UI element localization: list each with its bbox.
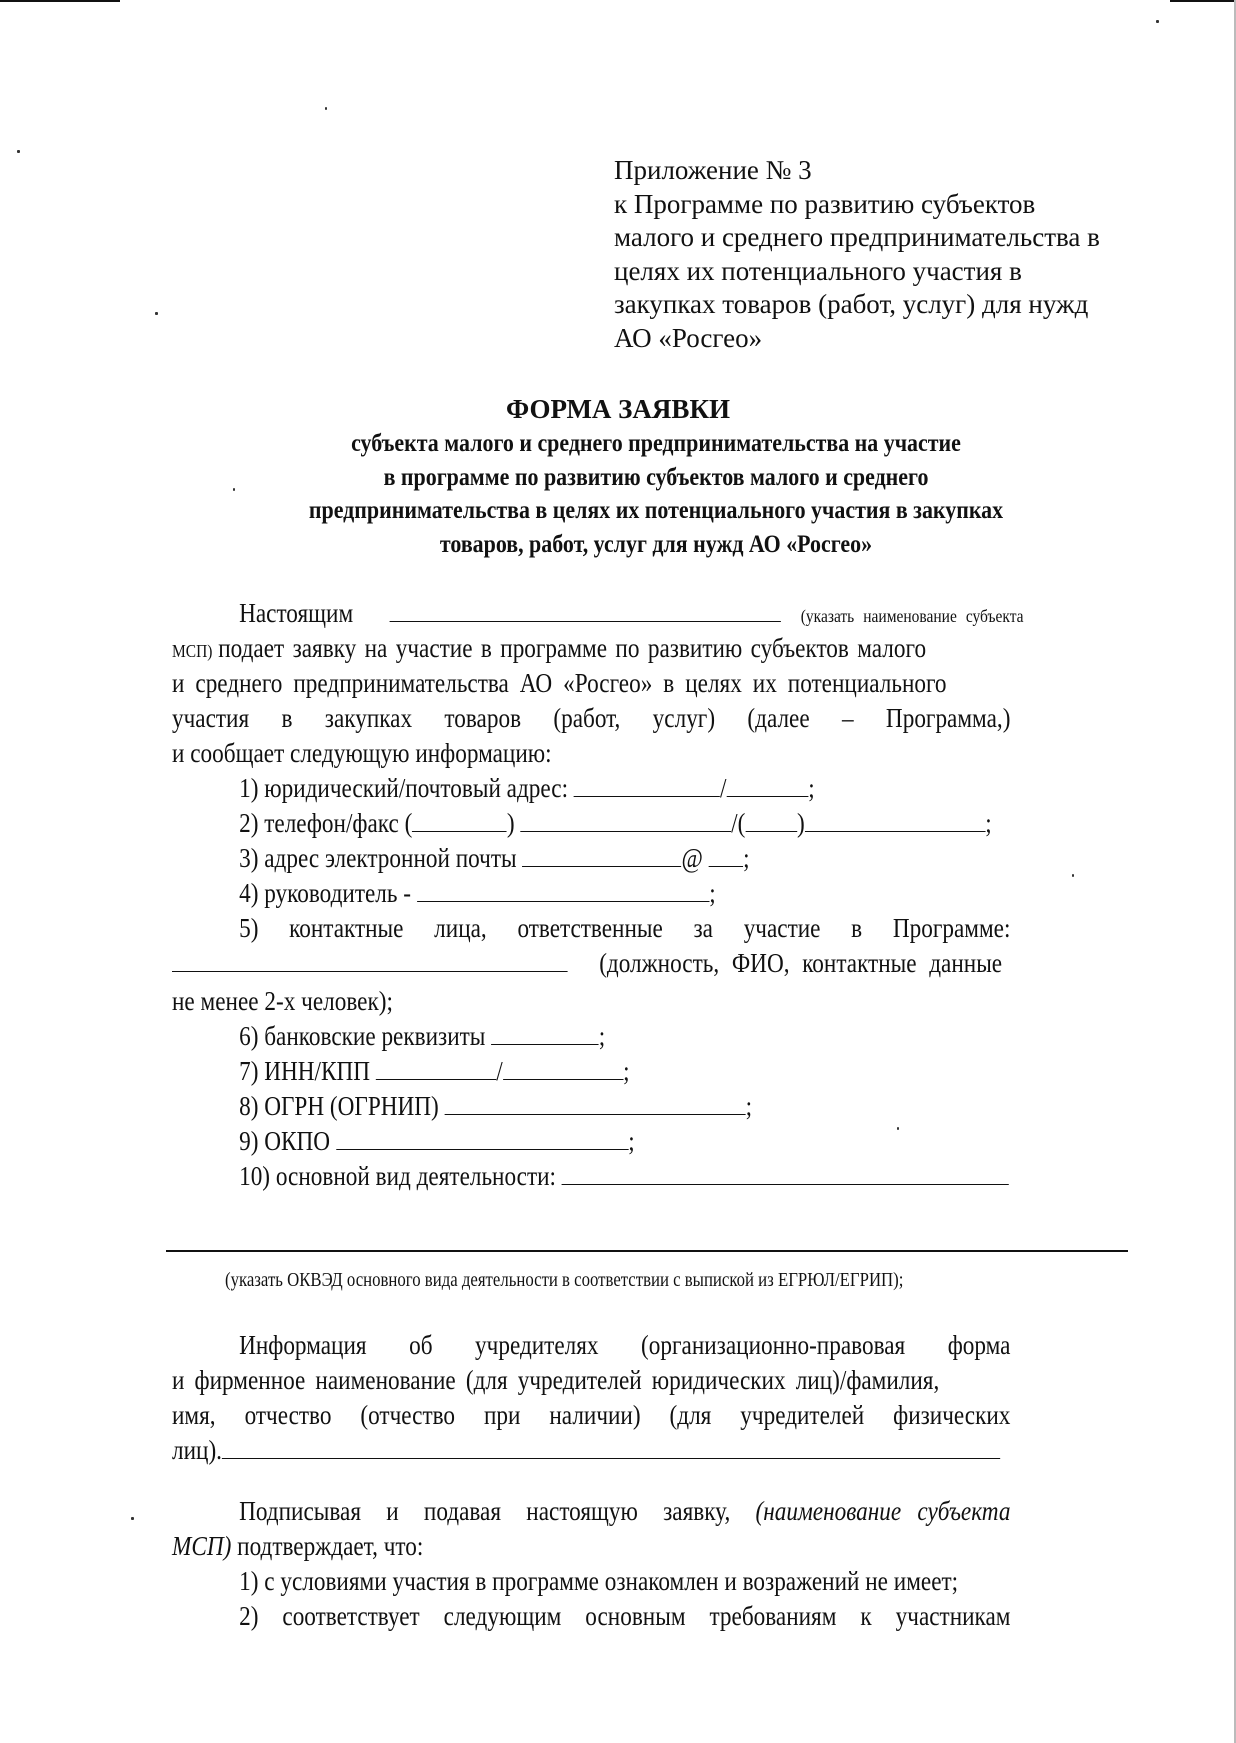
- separator: ;: [628, 1126, 635, 1156]
- confirm-line-2: [172, 1529, 1011, 1564]
- director-input[interactable]: [417, 877, 709, 902]
- word: подавая: [423, 1496, 502, 1526]
- field-label: юридический/почтовый адрес:: [264, 773, 569, 803]
- field-email: [172, 841, 1011, 876]
- item-number: 1): [239, 1566, 259, 1596]
- scan-speck: [155, 312, 158, 315]
- word: форма: [947, 1330, 1011, 1360]
- subject-name-placeholder: (наименование субъекта: [755, 1496, 1011, 1526]
- separator: ;: [985, 808, 992, 838]
- word: наличии): [549, 1400, 641, 1430]
- appendix-line: АО «Росгео»: [614, 322, 763, 353]
- separator: ;: [808, 773, 815, 803]
- scan-speck: [233, 488, 235, 491]
- field-inn-kpp: [172, 1054, 1011, 1089]
- subject-name-hint: (указать наименование субъекта: [800, 606, 1024, 626]
- subtitle-line: предпринимательства в целях их потенциального участия в закупках: [308, 495, 1004, 524]
- intro-text: и сообщает следующую информацию:: [172, 738, 552, 768]
- word: основным: [585, 1601, 686, 1631]
- at-sign: @: [681, 843, 703, 873]
- email-user-input[interactable]: [522, 842, 681, 867]
- fax-code-input[interactable]: [745, 807, 797, 832]
- form-title: ФОРМА ЗАЯВКИ: [505, 394, 731, 424]
- word: –: [841, 703, 854, 733]
- word: имя,: [172, 1400, 216, 1430]
- field-number: 7): [239, 1056, 259, 1086]
- field-director: [172, 876, 1011, 911]
- scan-speck: [17, 150, 20, 153]
- separator: ;: [743, 843, 750, 873]
- word: (для: [669, 1400, 712, 1430]
- appendix-line: закупках товаров (работ, услуг) для нужд: [614, 289, 1089, 319]
- scan-speck: [897, 1127, 899, 1130]
- word: в: [851, 913, 863, 943]
- word: (далее: [747, 703, 810, 733]
- okved-note: (указать ОКВЭД основного вида деятельности в соответствии с выпиской из ЕГРЮЛ/ЕГРИП);: [225, 1270, 904, 1291]
- field-phone-fax: [172, 806, 1011, 841]
- word: заявку,: [663, 1496, 731, 1526]
- postal-address-input[interactable]: [727, 772, 809, 797]
- separator: /: [720, 773, 727, 803]
- scan-edge: [0, 0, 120, 2]
- subject-name-placeholder-cont: МСП): [172, 1531, 232, 1561]
- word: лица,: [434, 913, 487, 943]
- word: учредителях: [475, 1330, 599, 1360]
- item-text: с условиями участия в программе ознакомлен и возражений не имеет;: [264, 1566, 959, 1596]
- legal-address-input[interactable]: [574, 772, 720, 797]
- word: Программе:: [892, 913, 1011, 943]
- word: участия: [172, 703, 250, 733]
- word: Подписывая: [239, 1496, 362, 1526]
- confirm-text: подтверждает, что:: [237, 1531, 424, 1561]
- inn-input[interactable]: [376, 1055, 496, 1080]
- main-activity-input[interactable]: [562, 1160, 1009, 1185]
- scan-edge: [1170, 0, 1236, 2]
- founders-text: лиц).: [172, 1435, 222, 1465]
- field-number: 6): [239, 1021, 259, 1051]
- separator: ): [506, 808, 515, 838]
- contacts-hint: (должность, ФИО, контактные данные: [599, 948, 1003, 978]
- confirm-item-1: [172, 1564, 1011, 1599]
- scan-speck: [131, 1517, 134, 1520]
- field-legal-address: [172, 771, 1011, 806]
- field-okpo: [172, 1124, 1011, 1159]
- field-main-activity: [172, 1159, 1011, 1194]
- intro-line-1: [172, 596, 1024, 631]
- subtitle-line: в программе по развитию субъектов малого и среднего: [383, 461, 929, 491]
- word: (отчество: [360, 1400, 456, 1430]
- field-label: ОГРН (ОГРНИП): [264, 1091, 439, 1121]
- subtitle-line: субъекта малого и среднего предпринимательства на участие: [351, 428, 961, 457]
- field-label: ОКПО: [264, 1126, 331, 1156]
- intro-text: и среднего предпринимательства АО «Росгео» в целях их потенциального: [172, 668, 947, 698]
- intro-line-2: [172, 631, 1011, 666]
- word: об: [409, 1330, 433, 1360]
- word: (организационно-правовая: [641, 1330, 906, 1360]
- scan-speck: [1072, 874, 1074, 877]
- founders-line-1: [172, 1328, 1011, 1363]
- word: Программа,): [885, 703, 1011, 733]
- scan-speck: [1156, 20, 1159, 23]
- email-domain-input[interactable]: [709, 842, 743, 867]
- word: настоящую: [526, 1496, 638, 1526]
- ogrn-input[interactable]: [445, 1090, 746, 1115]
- field-number: 5): [239, 913, 259, 943]
- founders-input[interactable]: [222, 1434, 1000, 1459]
- field-label: основной вид деятельности:: [275, 1161, 557, 1191]
- field-number: 2): [239, 808, 259, 838]
- word: следующим: [443, 1601, 562, 1631]
- form-subtitle: [238, 426, 1074, 560]
- word: требованиям: [709, 1601, 837, 1631]
- founders-paragraph: [172, 1328, 1011, 1468]
- main-activity-input-line-2[interactable]: [166, 1250, 1128, 1252]
- word: при: [483, 1400, 521, 1430]
- word: и: [386, 1496, 399, 1526]
- word: услуг): [652, 703, 716, 733]
- field-ogrn: [172, 1089, 1011, 1124]
- field-number: 4): [239, 878, 259, 908]
- separator: ;: [745, 1091, 753, 1121]
- word: в: [281, 703, 293, 733]
- kpp-input[interactable]: [503, 1055, 623, 1080]
- field-number: 1): [239, 773, 259, 803]
- contacts-hint-cont: не менее 2-х человек);: [172, 986, 393, 1016]
- phone-code-input[interactable]: [412, 807, 507, 832]
- word: соответствует: [282, 1601, 420, 1631]
- word: закупках: [324, 703, 413, 733]
- field-number: 3): [239, 843, 259, 873]
- intro-lead: Настоящим: [239, 598, 354, 628]
- subtitle-line: товаров, работ, услуг для нужд АО «Росгео»: [439, 528, 873, 558]
- field-contacts: [172, 911, 1011, 946]
- word: Информация: [239, 1330, 367, 1360]
- confirmation-paragraph: [172, 1494, 1011, 1634]
- word: физических: [893, 1400, 1011, 1430]
- word: участникам: [895, 1601, 1011, 1631]
- word: контактные: [289, 913, 404, 943]
- phone-input[interactable]: [520, 807, 731, 832]
- field-label: банковские реквизиты: [264, 1021, 486, 1051]
- separator: ;: [709, 878, 716, 908]
- subject-name-hint-cont: МСП): [172, 641, 213, 661]
- separator: ;: [598, 1021, 606, 1051]
- separator: ;: [623, 1056, 630, 1086]
- contacts-input[interactable]: [172, 947, 568, 972]
- field-number: 10): [239, 1161, 271, 1191]
- field-label: телефон/факс: [264, 808, 399, 838]
- word: (работ,: [553, 703, 621, 733]
- field-number: 8): [239, 1091, 259, 1121]
- appendix-line: малого и среднего предпринимательства в: [614, 222, 1100, 252]
- appendix-line: целях их потенциального участия в: [614, 255, 1022, 286]
- subject-name-field[interactable]: [390, 597, 781, 622]
- bank-details-input[interactable]: [491, 1020, 599, 1045]
- appendix-line: Приложение № 3: [614, 155, 812, 185]
- field-contacts-line-2: [172, 946, 1011, 984]
- scan-speck: [325, 107, 327, 110]
- fax-input[interactable]: [805, 807, 986, 832]
- separator: /: [731, 808, 738, 838]
- confirm-line-1: [172, 1494, 1011, 1529]
- separator: /: [496, 1056, 503, 1086]
- intro-line-4: [172, 701, 1011, 736]
- word: за: [693, 913, 713, 943]
- word: участие: [743, 913, 821, 943]
- word: товаров: [444, 703, 522, 733]
- intro-text: подает заявку на участие в программе по развитию субъектов малого: [218, 633, 927, 663]
- confirm-item-2: [172, 1599, 1011, 1634]
- field-number: 9): [239, 1126, 259, 1156]
- word: отчество: [244, 1400, 332, 1430]
- field-label: ИНН/КПП: [264, 1056, 371, 1086]
- separator: ): [796, 808, 805, 838]
- word: учредителей: [740, 1400, 865, 1430]
- field-label: руководитель -: [264, 878, 412, 908]
- separator: (: [404, 808, 413, 838]
- field-label: адрес электронной почты: [264, 843, 517, 873]
- founders-line-4: [172, 1433, 1011, 1468]
- appendix-header: [614, 154, 1174, 355]
- application-body: [172, 596, 1024, 1194]
- item-number: 2): [239, 1601, 259, 1631]
- okpo-input[interactable]: [336, 1125, 628, 1150]
- founders-text: и фирменное наименование (для учредителей юридических лиц)/фамилия,: [172, 1365, 940, 1395]
- field-bank-details: [172, 1019, 1011, 1054]
- separator: (: [737, 808, 746, 838]
- founders-line-3: [172, 1398, 1011, 1433]
- word: к: [860, 1601, 872, 1631]
- appendix-line: к Программе по развитию субъектов: [614, 188, 1036, 219]
- word: ответственные: [517, 913, 663, 943]
